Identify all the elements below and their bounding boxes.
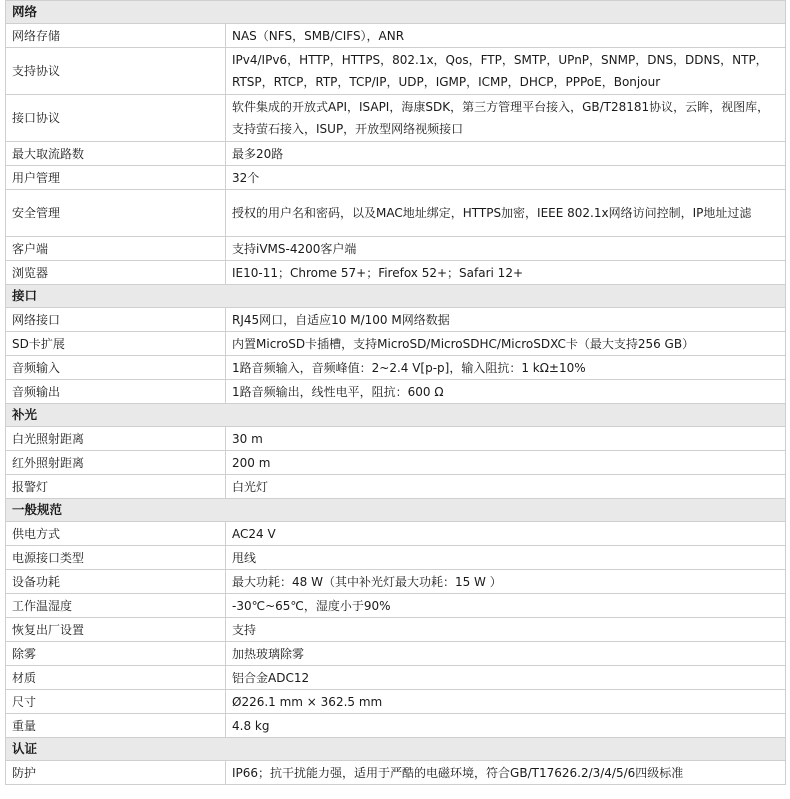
spec-row-alarm-light xyxy=(6,475,786,499)
spec-value: IP66；抗干扰能力强，适用于严酷的电磁环境，符合GB/T17626.2/3/4/5/6四级标准 xyxy=(226,761,786,785)
spec-row-sd-card xyxy=(6,332,786,356)
spec-row-ir-range xyxy=(6,451,786,475)
spec-value: 最大功耗：48 W（其中补光灯最大功耗：15 W ） xyxy=(226,570,786,594)
spec-value: RJ45网口，自适应10 M/100 M网络数据 xyxy=(226,308,786,332)
spec-key: 电源接口类型 xyxy=(6,546,226,570)
spec-value: 支持 xyxy=(226,618,786,642)
spec-key: 设备功耗 xyxy=(6,570,226,594)
spec-value: IE10-11；Chrome 57+；Firefox 52+；Safari 12+ xyxy=(226,261,786,285)
spec-row-power-supply xyxy=(6,522,786,546)
spec-row-dimensions xyxy=(6,690,786,714)
spec-key: 尺寸 xyxy=(6,690,226,714)
spec-row-power-consumption xyxy=(6,570,786,594)
spec-row-client xyxy=(6,237,786,261)
spec-row-protection xyxy=(6,761,786,785)
spec-row-max-streams xyxy=(6,142,786,166)
spec-value: 加热玻璃除雾 xyxy=(226,642,786,666)
section-header-interface xyxy=(6,285,786,308)
spec-key: 接口协议 xyxy=(6,95,226,142)
spec-value: Ø226.1 mm × 362.5 mm xyxy=(226,690,786,714)
section-header-general xyxy=(6,499,786,522)
spec-value: NAS（NFS，SMB/CIFS），ANR xyxy=(226,24,786,48)
spec-key: 网络接口 xyxy=(6,308,226,332)
section-title: 一般规范 xyxy=(6,499,786,522)
section-header-certification xyxy=(6,738,786,761)
spec-value: 甩线 xyxy=(226,546,786,570)
spec-key: 浏览器 xyxy=(6,261,226,285)
spec-row-browser xyxy=(6,261,786,285)
spec-key: 支持协议 xyxy=(6,48,226,95)
spec-row-audio-in xyxy=(6,356,786,380)
spec-value: 白光灯 xyxy=(226,475,786,499)
spec-value: AC24 V xyxy=(226,522,786,546)
spec-key: 工作温湿度 xyxy=(6,594,226,618)
spec-row-operating-conditions xyxy=(6,594,786,618)
spec-value: 4.8 kg xyxy=(226,714,786,738)
spec-row-network-storage xyxy=(6,24,786,48)
spec-row-material xyxy=(6,666,786,690)
spec-key: 红外照射距离 xyxy=(6,451,226,475)
spec-key: 重量 xyxy=(6,714,226,738)
spec-row-protocols xyxy=(6,48,786,95)
spec-value: 内置MicroSD卡插槽，支持MicroSD/MicroSDHC/MicroSDXC卡（最大支持256 GB） xyxy=(226,332,786,356)
spec-value: 1路音频输入，音频峰值：2~2.4 V[p-p]，输入阻抗：1 kΩ±10% xyxy=(226,356,786,380)
section-header-network xyxy=(6,1,786,24)
section-title: 补光 xyxy=(6,404,786,427)
spec-row-power-connector xyxy=(6,546,786,570)
spec-row-factory-reset xyxy=(6,618,786,642)
spec-key: 安全管理 xyxy=(6,190,226,237)
spec-sheet xyxy=(5,0,785,785)
spec-key: 网络存储 xyxy=(6,24,226,48)
spec-key: 音频输出 xyxy=(6,380,226,404)
spec-key: 材质 xyxy=(6,666,226,690)
spec-table xyxy=(5,0,786,785)
spec-value: 200 m xyxy=(226,451,786,475)
spec-key: 用户管理 xyxy=(6,166,226,190)
spec-value: 支持iVMS-4200客户端 xyxy=(226,237,786,261)
section-title: 认证 xyxy=(6,738,786,761)
spec-key: 防护 xyxy=(6,761,226,785)
spec-row-security xyxy=(6,190,786,237)
spec-value: -30℃~65℃，湿度小于90% xyxy=(226,594,786,618)
spec-key: 恢复出厂设置 xyxy=(6,618,226,642)
spec-row-white-light-range xyxy=(6,427,786,451)
section-title: 网络 xyxy=(6,1,786,24)
spec-value: IPv4/IPv6，HTTP，HTTPS，802.1x，Qos，FTP，SMTP，UPnP，SNMP，DNS，DDNS，NTP，RTSP，RTCP，RTP，TCP/IP，UDP，IGMP，ICMP，DHCP，PPPoE，Bonjour xyxy=(226,48,786,95)
section-header-supplement-light xyxy=(6,404,786,427)
spec-value: 最多20路 xyxy=(226,142,786,166)
spec-key: 除雾 xyxy=(6,642,226,666)
spec-row-interface-protocols xyxy=(6,95,786,142)
spec-value: 软件集成的开放式API，ISAPI，海康SDK，第三方管理平台接入，GB/T28181协议，云眸，视图库，支持萤石接入，ISUP，开放型网络视频接口 xyxy=(226,95,786,142)
spec-value: 1路音频输出，线性电平，阻抗：600 Ω xyxy=(226,380,786,404)
spec-key: 最大取流路数 xyxy=(6,142,226,166)
section-title: 接口 xyxy=(6,285,786,308)
spec-value: 30 m xyxy=(226,427,786,451)
spec-row-audio-out xyxy=(6,380,786,404)
spec-row-defog xyxy=(6,642,786,666)
spec-value: 授权的用户名和密码，以及MAC地址绑定，HTTPS加密，IEEE 802.1x网络访问控制，IP地址过滤 xyxy=(226,190,786,237)
spec-value: 铝合金ADC12 xyxy=(226,666,786,690)
spec-key: 供电方式 xyxy=(6,522,226,546)
spec-key: 客户端 xyxy=(6,237,226,261)
spec-row-user-management xyxy=(6,166,786,190)
spec-key: 音频输入 xyxy=(6,356,226,380)
spec-key: 报警灯 xyxy=(6,475,226,499)
spec-value: 32个 xyxy=(226,166,786,190)
spec-row-network-port xyxy=(6,308,786,332)
spec-key: 白光照射距离 xyxy=(6,427,226,451)
spec-row-weight xyxy=(6,714,786,738)
spec-key: SD卡扩展 xyxy=(6,332,226,356)
